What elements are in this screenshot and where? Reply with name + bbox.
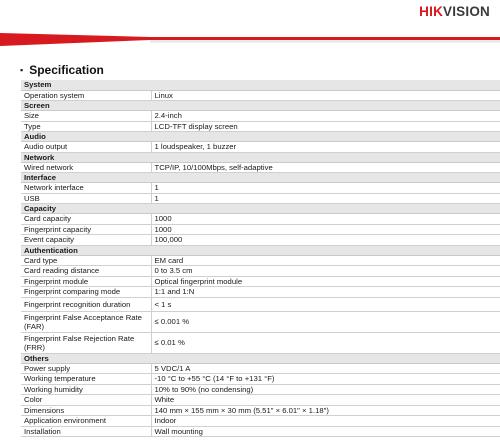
spec-row bbox=[21, 214, 500, 225]
spec-row bbox=[21, 363, 500, 374]
category-label: Capacity bbox=[21, 204, 500, 214]
spec-row bbox=[21, 384, 500, 395]
spec-value: White bbox=[151, 395, 500, 406]
spec-value: Wall mounting bbox=[151, 426, 500, 437]
spec-value: 5 VDC/1 A bbox=[151, 363, 500, 374]
spec-row bbox=[21, 297, 500, 311]
spec-value: LCD-TFT display screen bbox=[151, 121, 500, 132]
spec-value: 140 mm × 155 mm × 30 mm (5.51" × 6.01" × 1.18") bbox=[151, 405, 500, 416]
spec-row bbox=[21, 416, 500, 427]
spec-row bbox=[21, 162, 500, 173]
specification-table bbox=[21, 80, 500, 437]
spec-value: 1000 bbox=[151, 214, 500, 225]
spec-row bbox=[21, 405, 500, 416]
spec-value: Linux bbox=[151, 90, 500, 101]
spec-label: Power supply bbox=[21, 363, 151, 374]
spec-row bbox=[21, 276, 500, 287]
category-label: System bbox=[21, 80, 500, 90]
brand-logo-part1: HIK bbox=[419, 4, 444, 19]
spec-row bbox=[21, 332, 500, 353]
category-label: Interface bbox=[21, 173, 500, 183]
decorative-banner bbox=[0, 30, 500, 52]
spec-label: Fingerprint recognition duration bbox=[21, 297, 151, 311]
category-row bbox=[21, 245, 500, 255]
spec-value: ≤ 0.001 % bbox=[151, 311, 500, 332]
section-title: Specification bbox=[29, 63, 104, 77]
spec-value: 1:1 and 1:N bbox=[151, 287, 500, 298]
spec-value: < 1 s bbox=[151, 297, 500, 311]
spec-value: 100,000 bbox=[151, 235, 500, 246]
spec-label: Working humidity bbox=[21, 384, 151, 395]
spec-row bbox=[21, 374, 500, 385]
spec-value: ≤ 0.01 % bbox=[151, 332, 500, 353]
category-label: Others bbox=[21, 353, 500, 363]
spec-value: 1000 bbox=[151, 224, 500, 235]
spec-row bbox=[21, 395, 500, 406]
spec-value: 10% to 90% (no condensing) bbox=[151, 384, 500, 395]
bullet-icon: ▪ bbox=[20, 65, 24, 75]
spec-row bbox=[21, 266, 500, 277]
spec-value: 1 loudspeaker, 1 buzzer bbox=[151, 142, 500, 153]
spec-label: Card reading distance bbox=[21, 266, 151, 277]
spec-value: TCP/IP, 10/100Mbps, self-adaptive bbox=[151, 162, 500, 173]
spec-row bbox=[21, 224, 500, 235]
spec-value: Optical fingerprint module bbox=[151, 276, 500, 287]
spec-row bbox=[21, 255, 500, 266]
spec-label: Wired network bbox=[21, 162, 151, 173]
brand-logo bbox=[419, 4, 490, 20]
spec-label: Event capacity bbox=[21, 235, 151, 246]
spec-label: Working temperature bbox=[21, 374, 151, 385]
spec-label: Fingerprint module bbox=[21, 276, 151, 287]
spec-value: -10 °C to +55 °C (14 °F to +131 °F) bbox=[151, 374, 500, 385]
spec-label: Network interface bbox=[21, 183, 151, 194]
spec-label: Application environment bbox=[21, 416, 151, 427]
spec-label: Audio output bbox=[21, 142, 151, 153]
spec-label: USB bbox=[21, 193, 151, 204]
spec-label: Card capacity bbox=[21, 214, 151, 225]
spec-label: Color bbox=[21, 395, 151, 406]
spec-row bbox=[21, 183, 500, 194]
section-heading bbox=[20, 63, 104, 77]
spec-row bbox=[21, 426, 500, 437]
spec-row bbox=[21, 111, 500, 122]
brand-logo-part2: VISION bbox=[443, 4, 490, 19]
spec-row bbox=[21, 287, 500, 298]
spec-row bbox=[21, 311, 500, 332]
spec-label: Size bbox=[21, 111, 151, 122]
category-row bbox=[21, 80, 500, 90]
category-row bbox=[21, 204, 500, 214]
spec-value: 1 bbox=[151, 183, 500, 194]
category-row bbox=[21, 353, 500, 363]
category-row bbox=[21, 173, 500, 183]
spec-value: EM card bbox=[151, 255, 500, 266]
spec-label: Fingerprint comparing mode bbox=[21, 287, 151, 298]
spec-label: Fingerprint capacity bbox=[21, 224, 151, 235]
spec-row bbox=[21, 121, 500, 132]
spec-label: Installation bbox=[21, 426, 151, 437]
spec-value: 2.4-inch bbox=[151, 111, 500, 122]
category-row bbox=[21, 132, 500, 142]
spec-value: Indoor bbox=[151, 416, 500, 427]
spec-row bbox=[21, 90, 500, 101]
spec-label: Operation system bbox=[21, 90, 151, 101]
spec-row bbox=[21, 193, 500, 204]
spec-label: Fingerprint False Acceptance Rate (FAR) bbox=[21, 311, 151, 332]
spec-label: Dimensions bbox=[21, 405, 151, 416]
category-label: Audio bbox=[21, 132, 500, 142]
spec-label: Type bbox=[21, 121, 151, 132]
spec-label: Fingerprint False Rejection Rate (FRR) bbox=[21, 332, 151, 353]
spec-label: Card type bbox=[21, 255, 151, 266]
category-row bbox=[21, 152, 500, 162]
category-label: Screen bbox=[21, 101, 500, 111]
spec-row bbox=[21, 235, 500, 246]
spec-row bbox=[21, 142, 500, 153]
category-label: Network bbox=[21, 152, 500, 162]
spec-value: 1 bbox=[151, 193, 500, 204]
category-label: Authentication bbox=[21, 245, 500, 255]
category-row bbox=[21, 101, 500, 111]
spec-value: 0 to 3.5 cm bbox=[151, 266, 500, 277]
